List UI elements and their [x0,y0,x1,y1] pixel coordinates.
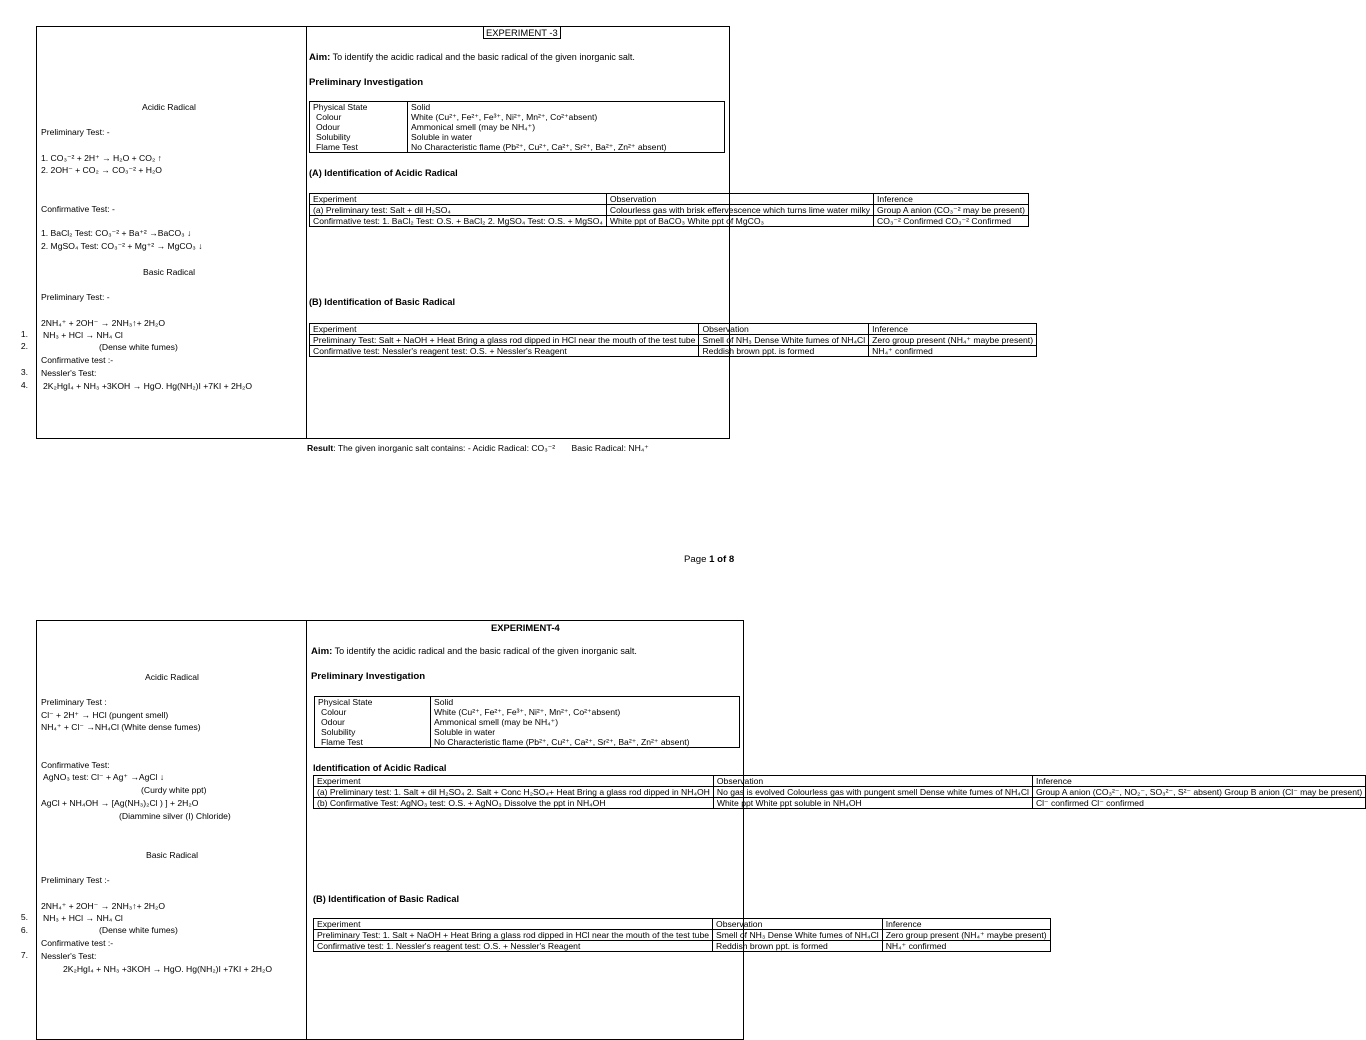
table-header-row [314,776,1366,787]
preliminary-investigation-heading: Preliminary Investigation [309,77,424,88]
table-cell: Reddish brown ppt. is formed [713,941,883,952]
table-cell: NH₄⁺ confirmed [882,941,1050,952]
column-header: Inference [882,919,1050,930]
table-row [315,717,740,727]
table-cell: (a) Preliminary test: Salt + dil H₂SO₄ [310,205,607,216]
table-cell: Preliminary Test: 1. Salt + NaOH + Heat Bring a glass rod dipped in HCl near the mouth of the test tube [314,930,713,941]
aim-text: To identify the acidic radical and the basic radical of the given inorganic salt. [332,52,635,62]
property-name: Odour [316,122,340,132]
table-cell: (a) Preliminary test: 1. Salt + dil H₂SO₄ 2. Salt + Conc H₂SO₄+ Heat Bring a glass rod dipped in NH₄OH [314,787,714,798]
page-total: 8 [728,554,735,565]
table-cell: Reddish brown ppt. is formed [699,346,869,357]
page-2-equations-column [37,621,307,1039]
list-marker: 7. [20,950,28,960]
table-row [315,707,740,717]
column-header: Experiment [314,776,714,787]
table-row [310,216,1029,227]
property-name: Colour [316,112,342,122]
equation-line: 2NH₄⁺ + 2OH⁻ → 2NH₃↑+ 2H₂O [41,901,166,911]
table-row [310,205,1029,216]
table-row [314,930,1051,941]
property-name: Colour [321,707,347,717]
page-2-sheet [36,620,1363,1040]
equation-line: AgNO₃ test: Cl⁻ + Ag⁺ →AgCl ↓ [43,772,165,782]
table-row [310,132,725,142]
table-cell [315,737,431,748]
preliminary-investigation-heading: Preliminary Investigation [311,671,426,682]
acidic-radical-table [309,193,1029,227]
nessler-test-label: Nessler's Test: [41,368,97,378]
table-row [310,335,1037,346]
experiment-title: EXPERIMENT-4 [491,622,560,633]
acidic-radical-heading: Acidic Radical [142,102,196,112]
confirmative-test-label: Confirmative Test: [41,760,110,770]
table-cell: Confirmative test: 1. BaCl₂ Test: O.S. + BaCl₂ 2. MgSO₄ Test: O.S. + MgSO₄ [310,216,607,227]
table-cell [310,122,408,132]
aim-line [311,646,637,657]
basic-radical-heading: Basic Radical [142,267,196,277]
aim-label: Aim: [309,52,331,63]
table-cell: Solid [431,697,740,708]
basic-radical-table [309,323,1037,357]
table-cell [315,727,431,737]
list-marker: 3. [20,367,28,377]
table-cell [310,142,408,153]
table-header-row [314,919,1051,930]
list-marker: 2. [20,341,28,351]
property-name: Odour [321,717,345,727]
table-cell: White ppt White ppt soluble in NH₄OH [713,798,1032,809]
table-cell: (b) Confirmative Test: AgNO₃ test: O.S. + AgNO₃ Dissolve the ppt in NH₄OH [314,798,714,809]
preliminary-test-label: Preliminary Test :- [41,875,110,885]
confirmative-test-label: Confirmative test :- [41,938,114,948]
result-text: : The given inorganic salt contains: - Acidic Radical: CO₃⁻² [333,443,556,453]
table-cell: Zero group present (NH₄⁺ maybe present) [869,335,1037,346]
experiment-title [483,27,561,39]
equation-line: NH₄⁺ + Cl⁻ →NH₄Cl (White dense fumes) [41,722,201,732]
table-cell: Ammonical smell (may be NH₄⁺) [431,717,740,727]
page-2-report-column [307,621,1363,1039]
table-cell: Smell of NH₃ Dense White fumes of NH₄Cl [699,335,869,346]
table-row [315,737,740,748]
table-header-row [310,194,1029,205]
table-row [310,142,725,153]
column-header: Observation [606,194,873,205]
basic-radical-table [313,918,1051,952]
acidic-radical-table [313,775,1366,809]
property-name: Flame Test [316,142,358,152]
column-header: Inference [1032,776,1365,787]
page-number [684,554,734,565]
property-name: Solubility [321,727,356,737]
column-header: Experiment [310,194,607,205]
page-1-sheet [36,26,1034,453]
acidic-radical-section-heading: (A) Identification of Acidic Radical [309,168,458,178]
property-name: Flame Test [321,737,363,747]
table-row [314,941,1051,952]
table-cell: Solid [408,102,725,113]
table-cell: Colourless gas with brisk effervescence which turns lime water milky [606,205,873,216]
column-header: Experiment [310,324,699,335]
table-header-row [310,324,1037,335]
preliminary-properties-table [309,101,725,153]
table-cell: Preliminary Test: Salt + NaOH + Heat Bring a glass rod dipped in HCl near the mouth of the test tube [310,335,699,346]
table-cell: No Characteristic flame (Pb²⁺, Cu²⁺, Ca²⁺, Sr²⁺, Ba²⁺, Zn²⁺ absent) [431,737,740,748]
table-cell: Soluble in water [408,132,725,142]
table-row [315,697,740,708]
confirmative-test-label: Confirmative test :- [41,355,114,365]
table-cell [310,132,408,142]
page-current: 1 [709,554,715,565]
experiment-title-text: EXPERIMENT -3 [486,27,558,38]
aim-text: To identify the acidic radical and the basic radical of the given inorganic salt. [334,646,637,656]
page-of: of [717,554,727,565]
table-cell [310,112,408,122]
aim-label: Aim: [311,646,333,657]
table-cell: White (Cu²⁺, Fe²⁺, Fe³⁺, Ni²⁺, Mn²⁺, Co²⁺absent) [408,112,725,122]
table-cell: Group A anion (CO₃²⁻, NO₂⁻, SO₃²⁻, S²⁻ absent) Group B anion (Cl⁻ may be present) [1032,787,1365,798]
equation-note: (Dense white fumes) [99,925,178,935]
page-1-equations-column [37,27,307,438]
equation-line: NH₃ + HCl → NH₄ Cl [43,913,123,923]
basic-radical-heading: Basic Radical [145,850,199,860]
table-row [310,122,725,132]
table-cell: Cl⁻ confirmed Cl⁻ confirmed [1032,798,1365,809]
table-cell: Soluble in water [431,727,740,737]
column-header: Inference [869,324,1037,335]
table-cell: NH₄⁺ confirmed [869,346,1037,357]
list-marker: 5. [20,912,28,922]
table-cell: Confirmative test: 1. Nessler's reagent test: O.S. + Nessler's Reagent [314,941,713,952]
aim-line [309,52,635,63]
table-cell: Zero group present (NH₄⁺ maybe present) [882,930,1050,941]
column-header: Experiment [314,919,713,930]
column-header: Observation [699,324,869,335]
acidic-radical-heading: Acidic Radical [145,672,199,682]
table-row [314,787,1366,798]
table-cell: White ppt of BaCO₃ White ppt of MgCO₃ [606,216,873,227]
page-1-report-column [307,27,1034,453]
table-cell: No gas is evolved Colourless gas with pungent smell Dense white fumes of NH₄Cl [713,787,1032,798]
preliminary-test-label: Preliminary Test : [41,697,107,707]
equation-line: NH₃ + HCl → NH₄ Cl [43,330,123,340]
table-row [310,112,725,122]
list-marker: 6. [20,925,28,935]
confirmative-test-label: Confirmative Test: - [41,204,115,214]
table-cell: Physical State [318,697,373,707]
equation-line: 1. CO₃⁻² + 2H⁺ → H₂O + CO₂ ↑ [41,153,162,163]
column-header: Observation [713,919,883,930]
preliminary-test-label: Preliminary Test: - [41,127,110,137]
page-label: Page [684,554,707,565]
table-cell: Confirmative test: Nessler's reagent test: O.S. + Nessler's Reagent [310,346,699,357]
table-cell [315,707,431,717]
equation-line: 2. MgSO₄ Test: CO₃⁻² + Mg⁺² → MgCO₃ ↓ [41,241,203,251]
table-cell: CO₃⁻² Confirmed CO₃⁻² Confirmed [874,216,1029,227]
equation-line: 2NH₄⁺ + 2OH⁻ → 2NH₃↑+ 2H₂O [41,318,166,328]
result-label: Result [307,443,334,453]
result-basic: Basic Radical: NH₄⁺ [571,443,649,453]
basic-radical-section-heading: (B) Identification of Basic Radical [309,297,455,307]
property-name: Solubility [316,132,351,142]
equation-line: AgCl + NH₄OH → [Ag(NH₃)₂Cl ) ] + 2H₂O [41,798,199,808]
table-row [310,346,1037,357]
nessler-test-label: Nessler's Test: [41,951,97,961]
table-cell: White (Cu²⁺, Fe²⁺, Fe³⁺, Ni²⁺, Mn²⁺, Co²⁺absent) [431,707,740,717]
column-header: Inference [874,194,1029,205]
list-marker: 4. [20,380,28,390]
preliminary-test-label: Preliminary Test: - [41,292,110,302]
basic-radical-section-heading: (B) Identification of Basic Radical [313,894,459,904]
table-cell [315,717,431,727]
column-header: Observation [713,776,1032,787]
equation-note: (Curdy white ppt) [141,785,207,795]
table-row [314,798,1366,809]
table-cell: Smell of NH₃ Dense White fumes of NH₄Cl [713,930,883,941]
equation-line: 2. 2OH⁻ + CO₂ → CO₃⁻² + H₂O [41,165,162,175]
table-cell: No Characteristic flame (Pb²⁺, Cu²⁺, Ca²⁺, Sr²⁺, Ba²⁺, Zn²⁺ absent) [408,142,725,153]
table-row [315,727,740,737]
acidic-radical-section-heading: Identification of Acidic Radical [313,763,447,773]
equation-line: 2K₂HgI₄ + NH₃ +3KOH → HgO. Hg(NH₂)I +7KI + 2H₂O [43,381,253,391]
result-line [307,443,649,454]
equation-note: (Dense white fumes) [99,342,178,352]
equation-line: 1. BaCl₂ Test: CO₃⁻² + Ba⁺² →BaCO₃ ↓ [41,228,192,238]
equation-line: Cl⁻ + 2H⁺ → HCl (pungent smell) [41,710,169,720]
table-cell: Ammonical smell (may be NH₄⁺) [408,122,725,132]
preliminary-properties-table [314,696,740,748]
equation-line: 2K₂HgI₄ + NH₃ +3KOH → HgO. Hg(NH₂)I +7KI + 2H₂O [63,964,273,974]
table-cell: Physical State [313,102,368,112]
table-cell: Group A anion (CO₃⁻² may be present) [874,205,1029,216]
table-row [310,102,725,113]
list-marker: 1. [20,329,28,339]
equation-note: (Diammine silver (I) Chloride) [119,811,231,821]
